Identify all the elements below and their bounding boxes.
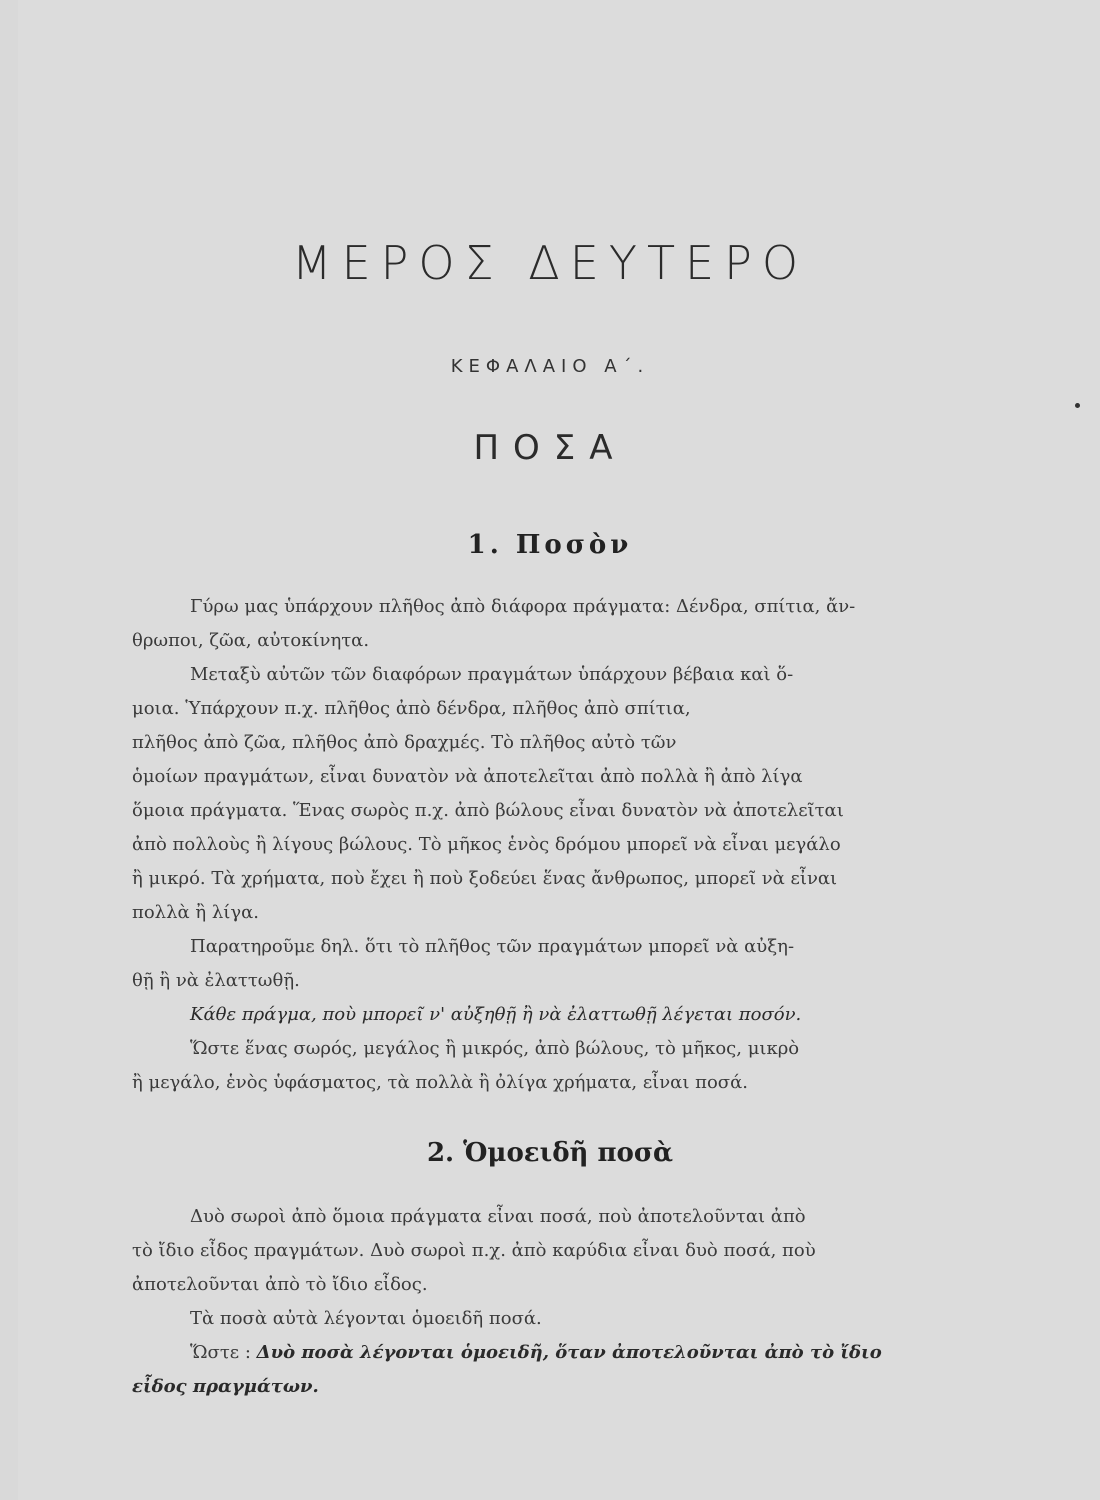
paragraph-line: Γύρω μας ὑπάρχουν πλῆθος ἀπὸ διάφορα πράγματα: Δένδρα, σπίτια, ἄν- xyxy=(190,596,856,617)
conclusion-line-2: εἶδος πραγμάτων. xyxy=(132,1376,319,1397)
definition-line: Κάθε πράγμα, ποὺ μπορεῖ ν' αὐξηθῇ ἢ νὰ ἐλαττωθῇ λέγεται ποσόν. xyxy=(190,1004,802,1025)
paragraph-line: Δυὸ σωροὶ ἀπὸ ὅμοια πράγματα εἶναι ποσά, ποὺ ἀποτελοῦνται ἀπὸ xyxy=(190,1206,806,1227)
paragraph-line: Τὰ ποσὰ αὐτὰ λέγονται ὁμοειδῆ ποσά. xyxy=(190,1308,542,1329)
paragraph-line: ἀπὸ πολλοὺς ἢ λίγους βώλους. Τὸ μῆκος ἑνὸς δρόμου μπορεῖ νὰ εἶναι μεγάλο xyxy=(132,834,841,855)
paragraph-line: πλῆθος ἀπὸ ζῶα, πλῆθος ἀπὸ δραχμές. Τὸ πλῆθος αὐτὸ τῶν xyxy=(132,732,677,753)
section-title: ΠΟΣΑ xyxy=(473,428,627,468)
ink-dot xyxy=(1075,403,1080,408)
conclusion xyxy=(132,1336,1100,1404)
paragraph-line: ὁμοίων πραγμάτων, εἶναι δυνατὸν νὰ ἀποτελεῖται ἀπὸ πολλὰ ἢ ἀπὸ λίγα xyxy=(132,766,803,787)
paragraph-line: ἢ μικρό. Τὰ χρήματα, ποὺ ἔχει ἢ ποὺ ξοδεύει ἕνας ἄνθρωπος, μπορεῖ νὰ εἶναι xyxy=(132,868,838,889)
paragraph-line: Μεταξὺ αὐτῶν τῶν διαφόρων πραγμάτων ὑπάρχουν βέβαια καὶ ὅ- xyxy=(190,664,794,685)
paragraph-line: πολλὰ ἢ λίγα. xyxy=(132,902,259,923)
paragraph-line: θῇ ἢ νὰ ἐλαττωθῇ. xyxy=(132,970,300,991)
definition xyxy=(132,998,1100,1032)
paragraph-5 xyxy=(132,1200,1100,1302)
paragraph-6 xyxy=(132,1302,1100,1336)
paragraph-line: τὸ ἴδιο εἶδος πραγμάτων. Δυὸ σωροὶ π.χ. ἀπὸ καρύδια εἶναι δυὸ ποσά, ποὺ xyxy=(132,1240,816,1261)
paragraph-line: μοια. Ὑπάρχουν π.χ. πλῆθος ἀπὸ δένδρα, πλῆθος ἀπὸ σπίτια, xyxy=(132,698,691,719)
paragraph-line: ὅμοια πράγματα. Ἕνας σωρὸς π.χ. ἀπὸ βώλους εἶναι δυνατὸν νὰ ἀποτελεῖται xyxy=(132,800,844,821)
paragraph-4 xyxy=(132,1032,1100,1100)
paragraph-line: θρωποι, ζῶα, αὐτοκίνητα. xyxy=(132,630,370,651)
paragraph-line: Ὥστε ἕνας σωρός, μεγάλος ἢ μικρός, ἀπὸ βώλους, τὸ μῆκος, μικρὸ xyxy=(190,1038,800,1059)
paragraph-line: ἢ μεγάλο, ἑνὸς ὑφάσματος, τὰ πολλὰ ἢ ὀλίγα χρήματα, εἶναι ποσά. xyxy=(132,1072,748,1093)
part-title: ΜΕΡΟΣ ΔΕΥΤΕΡΟ xyxy=(291,236,809,290)
conclusion-text: Δυὸ ποσὰ λέγονται ὁμοειδῆ, ὅταν ἀποτελοῦνται ἀπὸ τὸ ἴδιο xyxy=(256,1342,882,1363)
paragraph-3 xyxy=(132,930,1100,998)
paragraph-1 xyxy=(132,590,1100,658)
paragraph-line: ἀποτελοῦνται ἀπὸ τὸ ἴδιο εἶδος. xyxy=(132,1274,428,1295)
conclusion-lead: Ὥστε : xyxy=(190,1342,251,1363)
subsection-1-title: 1. Ποσὸν xyxy=(467,530,633,560)
paragraph-2 xyxy=(132,658,1100,930)
chapter-title: ΚΕΦΑΛΑΙΟ Α΄. xyxy=(450,356,650,377)
subsection-2-title: 2. Ὁμοειδῆ ποσὰ xyxy=(426,1138,674,1168)
paragraph-line: Παρατηροῦμε δηλ. ὅτι τὸ πλῆθος τῶν πραγμάτων μπορεῖ νὰ αὐξη- xyxy=(190,936,795,957)
conclusion-line-1 xyxy=(132,1336,1100,1370)
